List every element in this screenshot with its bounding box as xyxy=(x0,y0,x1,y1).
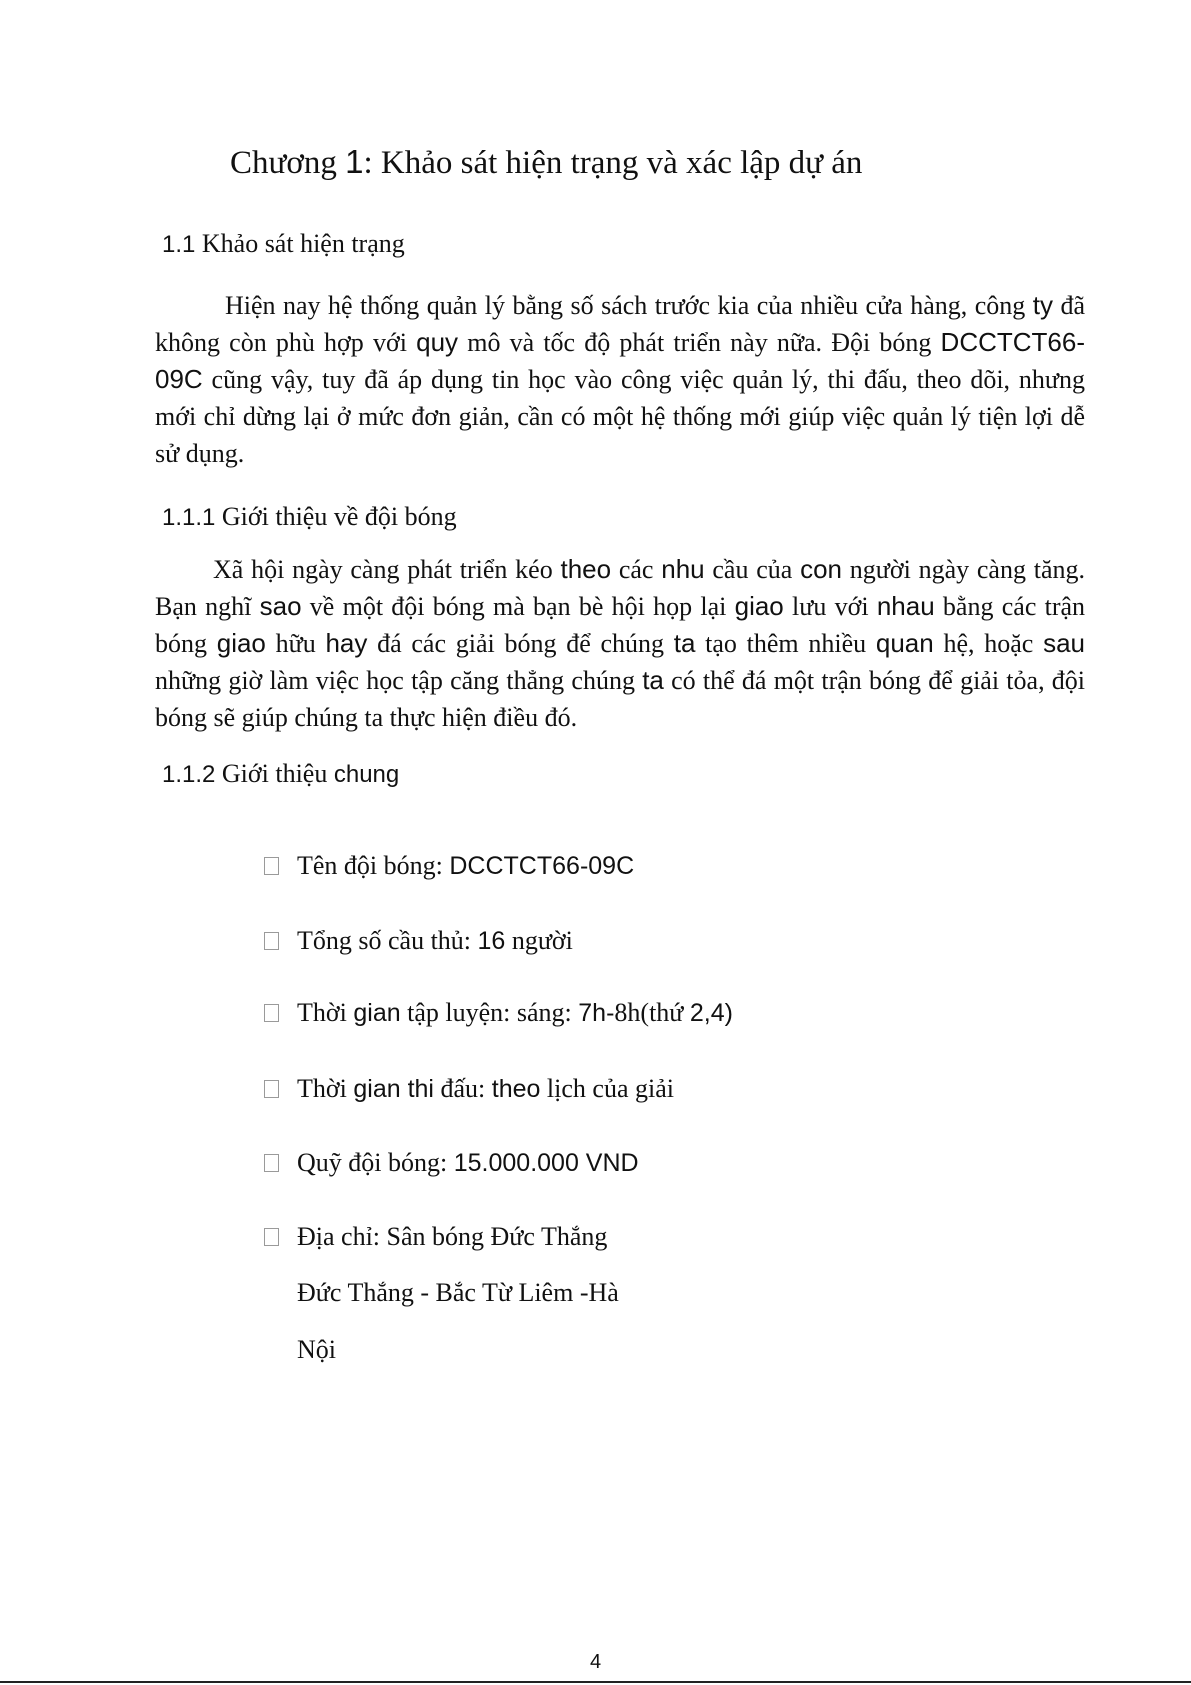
chapter-title: Chương 1: Khảo sát hiện trạng và xác lập dự án xyxy=(230,143,863,181)
address-continued-line-2: Nội xyxy=(297,1335,336,1364)
list-item-address: Địa chỉ: Sân bóng Đức Thắng xyxy=(264,1219,607,1255)
address-continued-line-1: Đức Thắng - Bắc Từ Liêm -Hà xyxy=(297,1278,619,1307)
list-item-team-fund: Quỹ đội bóng: 15.000.000 VND xyxy=(264,1145,639,1181)
checkbox-placeholder-icon xyxy=(264,932,279,950)
list-item-match-time: Thời gian thi đấu: theo lịch của giải xyxy=(264,1071,674,1107)
section-heading-1-1-2: 1.1.2 Giới thiệu chung xyxy=(162,759,400,788)
section-heading-1-1: 1.1 Khảo sát hiện trạng xyxy=(162,229,405,258)
page-number: 4 xyxy=(589,1651,602,1673)
checkbox-placeholder-icon xyxy=(264,857,279,875)
paragraph-team-intro: Xã hội ngày càng phát triển kéo theo các nhu cầu của con người ngày càng tăng. Bạn nghĩ sao về một đội bóng mà bạn bè hội họp lại giao lưu với nhau bằng các trận bóng giao hữu hay đá các giải bóng để chúng ta tạo thêm nhiều quan hệ, hoặc sau những giờ làm việc học tập căng thẳng chúng ta có thể đá một trận bóng để giải tỏa, đội bóng sẽ giúp chúng ta thực hiện điều đó. xyxy=(155,554,1086,732)
checkbox-placeholder-icon xyxy=(264,1154,279,1172)
list-item-training-time: Thời gian tập luyện: sáng: 7h-8h(thứ 2,4) xyxy=(264,995,733,1031)
section-heading-1-1-1: 1.1.1 Giới thiệu về đội bóng xyxy=(162,502,457,531)
paragraph-current-state: Hiện nay hệ thống quản lý bằng số sách trước kia của nhiều cửa hàng, công ty đã không còn phù hợp với quy mô và tốc độ phát triển này nữa. Đội bóng DCCTCT66-09C cũng vậy, tuy đã áp dụng tin học vào công việc quản lý, thi đấu, theo dõi, nhưng mới chỉ dừng lại ở mức đơn giản, cần có một hệ thống mới giúp việc quản lý tiện lợi dễ sử dụng. xyxy=(155,290,1086,468)
checkbox-placeholder-icon xyxy=(264,1004,279,1022)
checkbox-placeholder-icon xyxy=(264,1080,279,1098)
checkbox-placeholder-icon xyxy=(264,1228,279,1246)
list-item-team-name: Tên đội bóng: DCCTCT66-09C xyxy=(264,848,634,884)
list-item-player-count: Tổng số cầu thủ: 16 người xyxy=(264,923,573,959)
footer-rule xyxy=(0,1681,1191,1683)
